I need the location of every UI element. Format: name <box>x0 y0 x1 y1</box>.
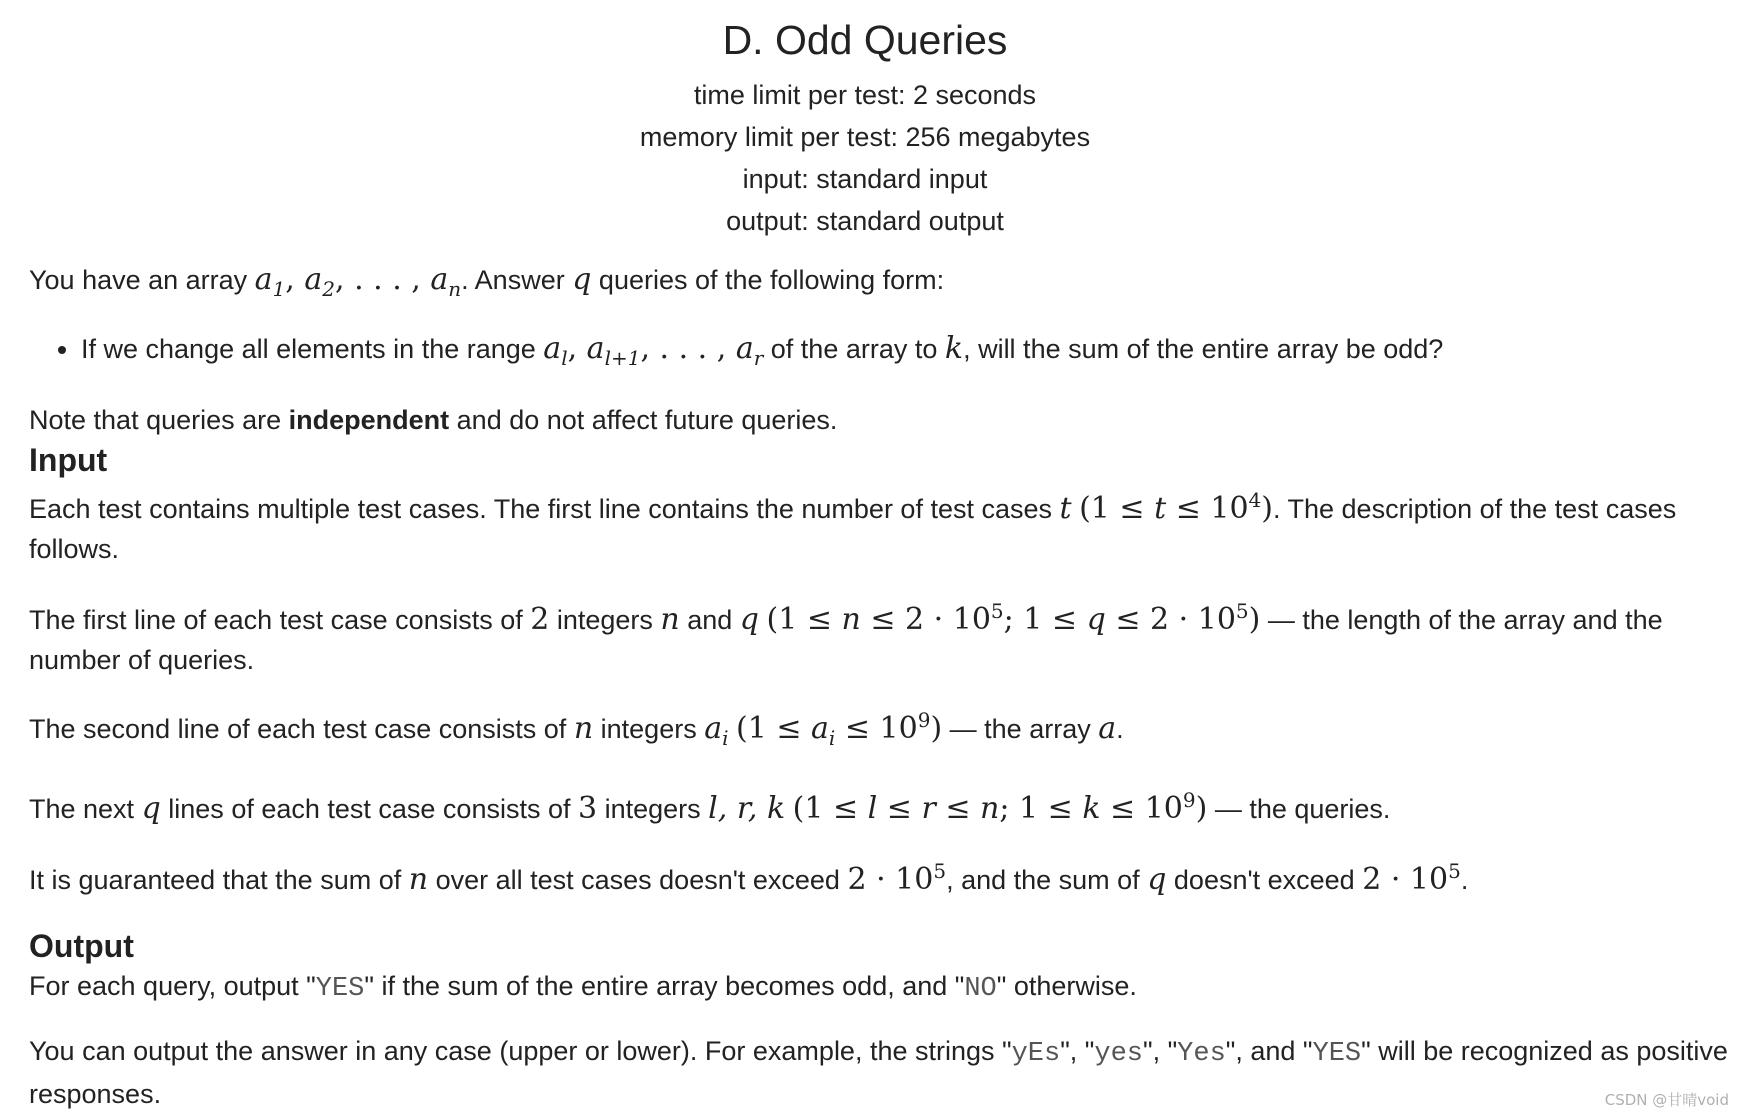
list-item: • If we change all elements in the range $a_l$, $a_{l+1}$, . . . , $a_r$ of the array to k, will the sum of the entire array be odd? <box>81 329 1729 378</box>
statement-paragraph <box>29 260 1729 309</box>
problem-header <box>0 0 1730 242</box>
math-k: k <box>944 331 964 366</box>
problem-title: D. Odd Queries <box>722 17 1008 63</box>
input-paragraph-1: Each test contains multiple test cases. The first line contains the number of test cases t $(1 \le t \le 10^4)$. The description of the test cases follows. <box>29 488 1677 564</box>
math-range: $a_l$, $a_{l+1}$, . . . , $a_r$ <box>543 331 764 370</box>
text: You have an array <box>29 265 255 295</box>
query-list <box>29 329 1729 378</box>
output-file: output: standard output <box>726 206 1004 236</box>
bold-independent: independent <box>288 405 450 435</box>
output-paragraph-2: You can output the answer in any case (upper or lower). For example, the strings "yEs", "yes", "Yes", and "YES" will be recognized as positive responses. <box>29 1036 1728 1109</box>
problem-page <box>29 0 1729 1114</box>
input-paragraph-4: The next q lines of each test case consists of 3 integers l, r, k (1 ≤ l ≤ r ≤ n; $1 \le k \le 10^9$) — the queries. <box>29 788 1391 826</box>
input-paragraph-3: The second line of each test case consists of n integers $a_i$ $(1 \le a_i \le 10^9)$ — the array a. <box>29 708 1124 750</box>
input-paragraph-5: It is guaranteed that the sum of n over all test cases doesn't exceed $2 \cdot 10^5$, and the sum of q doesn't exceed $2 \cdot 10^5$. <box>29 859 1469 897</box>
output-paragraph-1: For each query, output "YES" if the sum of the entire array becomes odd, and "NO" otherwise. <box>29 971 1137 1004</box>
note-paragraph: Note that queries are independent and do not affect future queries. <box>29 405 838 435</box>
time-limit: time limit per test: 2 seconds <box>693 80 1037 110</box>
math-array: $a_1$, $a_2$, . . . , $a_n$ <box>254 262 462 301</box>
input-heading: Input <box>29 442 108 478</box>
memory-limit: memory limit per test: 256 megabytes <box>639 122 1091 152</box>
math-q: q <box>572 262 592 297</box>
text: . Answer <box>461 265 573 295</box>
input-file: input: standard input <box>742 164 988 194</box>
watermark: CSDN @甘晴void <box>1604 1091 1729 1109</box>
text: queries of the following form: <box>591 265 945 295</box>
input-paragraph-2: The first line of each test case consists of 2 integers n and q ($1 \le n \le 2 \cdot 10^5$; $1 \le q \le 2 \cdot 10^5$) — the length of the array and the number of queries. <box>29 599 1663 675</box>
output-heading: Output <box>29 928 134 964</box>
